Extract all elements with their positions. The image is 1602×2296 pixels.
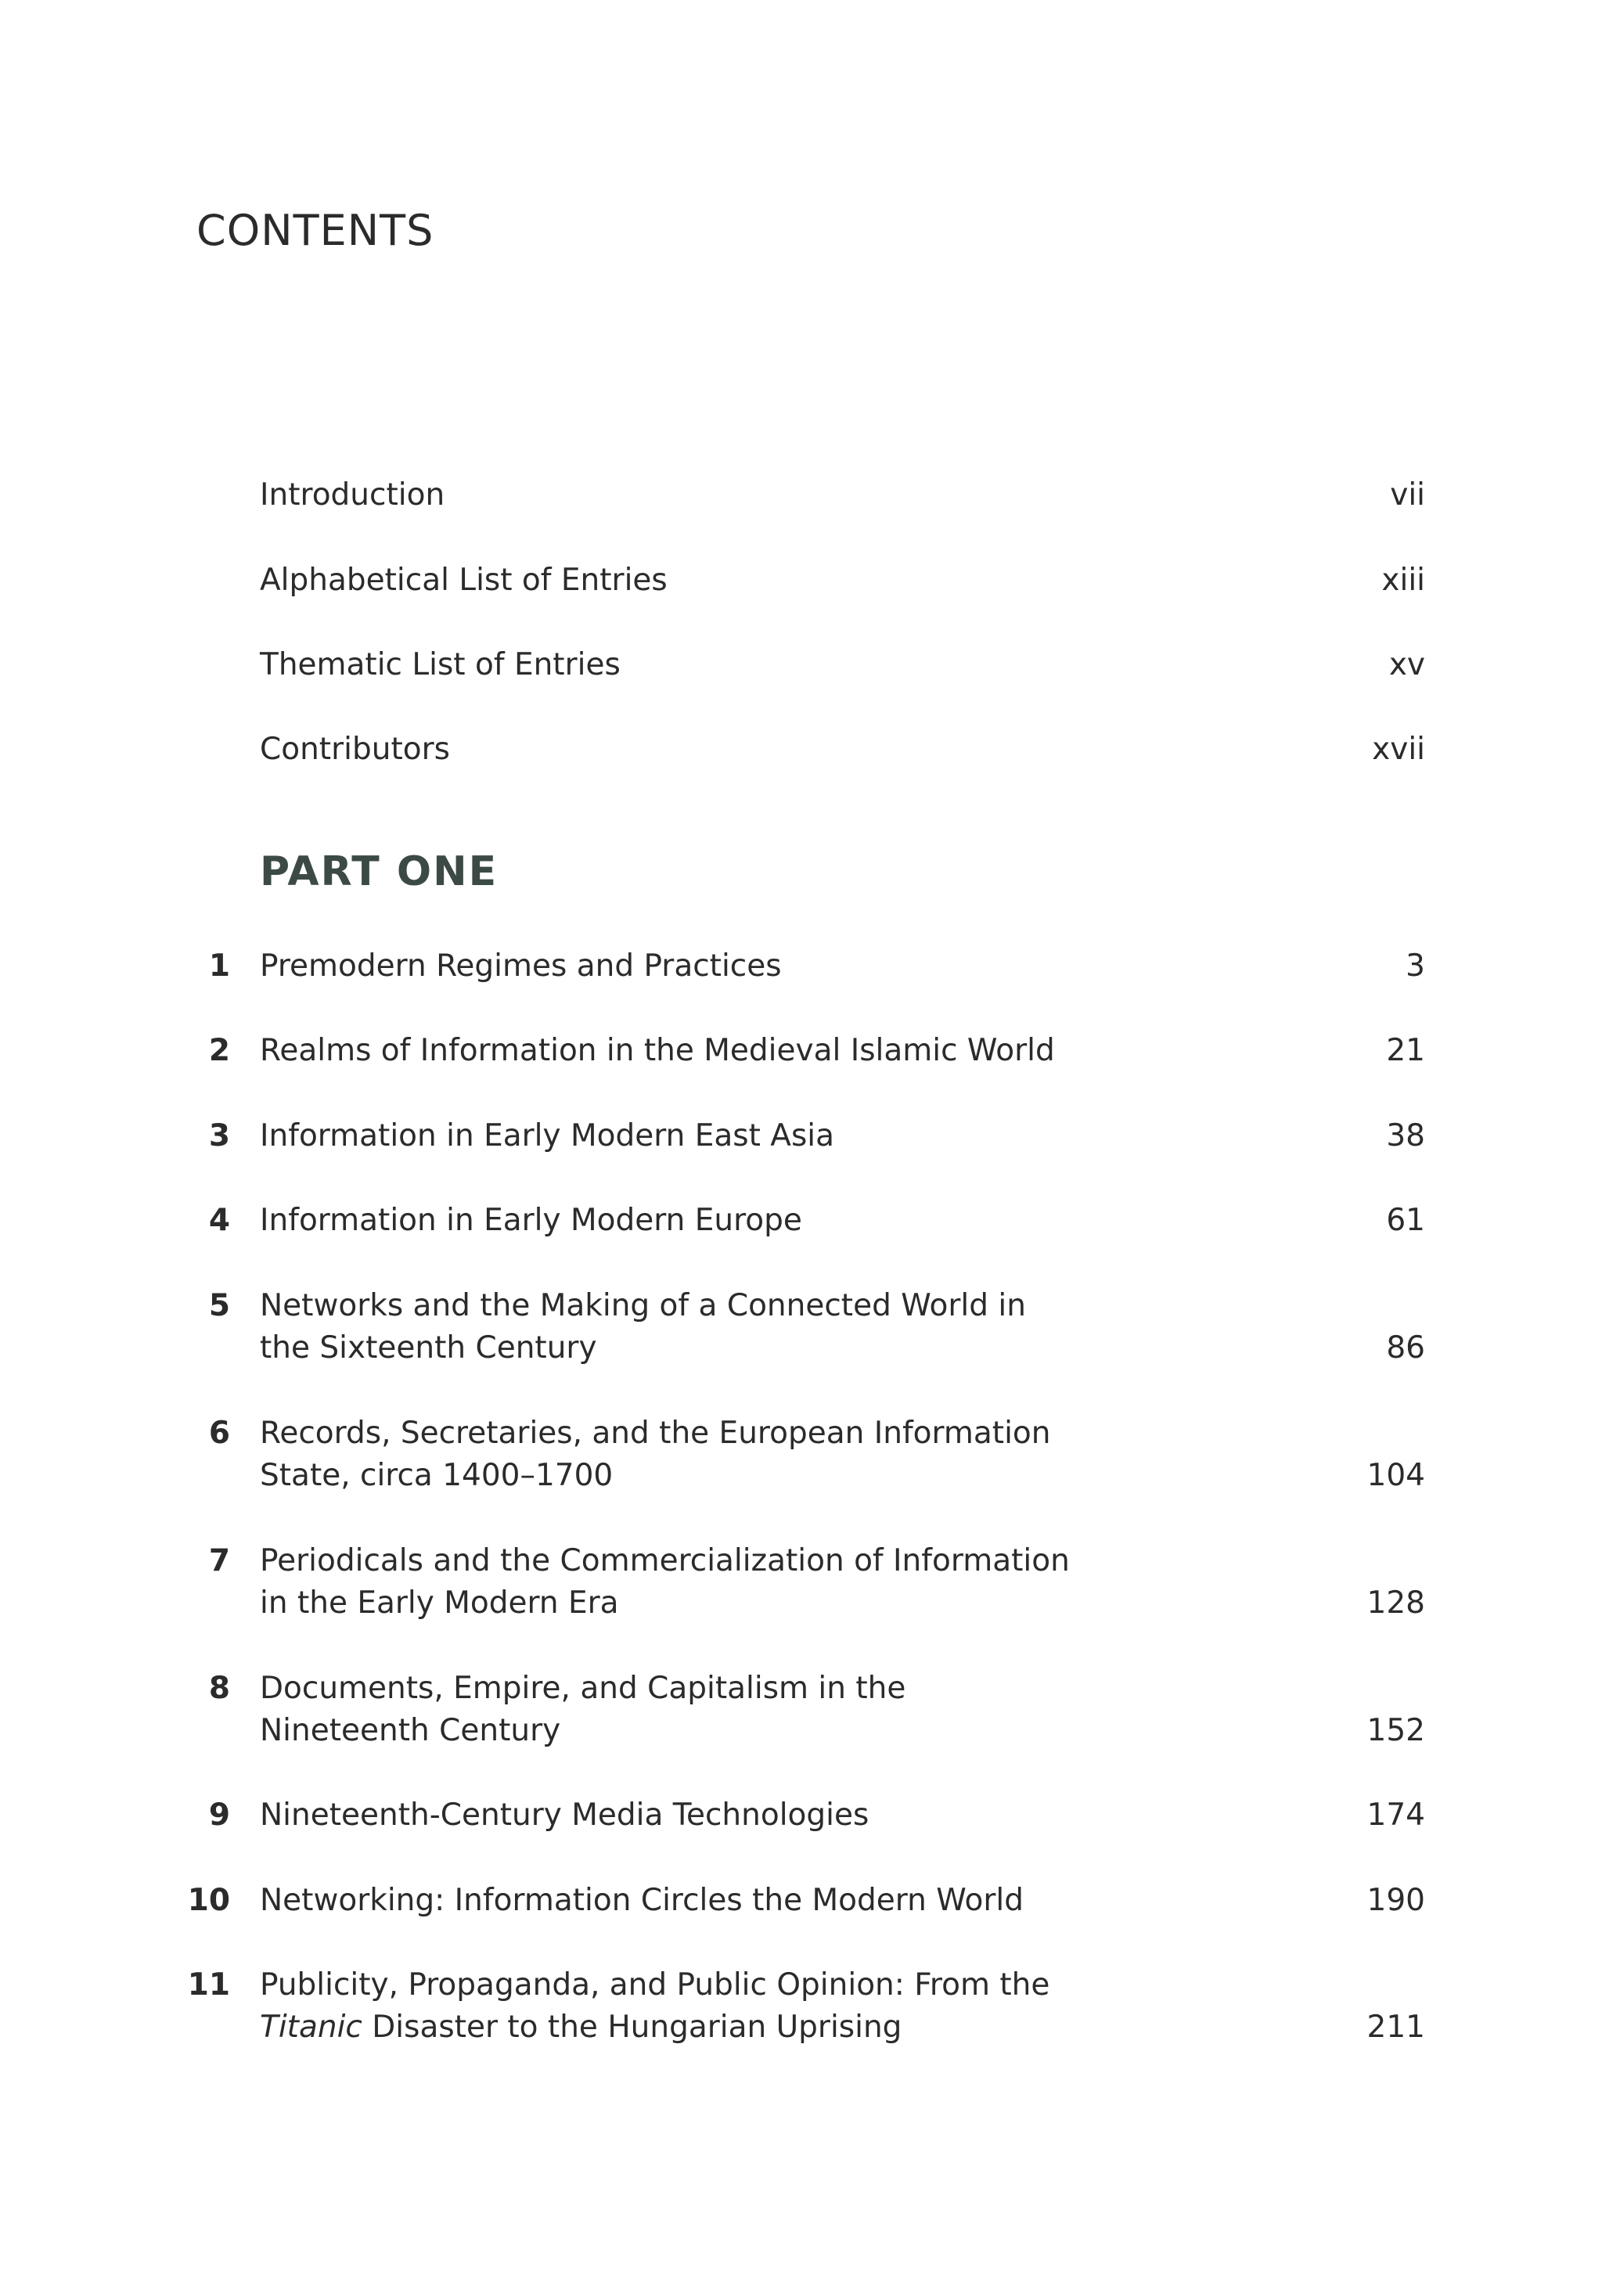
chapter-number: 3: [208, 1118, 230, 1153]
page-number: 190: [1366, 1883, 1425, 1918]
entry-title: Alphabetical List of Entries: [260, 563, 668, 598]
chapter-title: Premodern Regimes and Practices: [260, 948, 782, 984]
chapter-title: Realms of Information in the Medieval Islamic World: [260, 1033, 1055, 1068]
page-number: 128: [1366, 1585, 1425, 1621]
chapter-title: Networks and the Making of a Connected World in the Sixteenth Century: [260, 1288, 1026, 1366]
page-number: xvii: [1372, 732, 1425, 767]
chapter-title: Information in Early Modern Europe: [260, 1203, 802, 1238]
page-number: xiii: [1381, 563, 1425, 598]
page-title: CONTENTS: [196, 206, 434, 255]
chapter-number: 7: [208, 1543, 230, 1578]
chapter-title: Records, Secretaries, and the European Information State, circa 1400–1700: [260, 1416, 1051, 1493]
chapter-title: Documents, Empire, and Capitalism in the Nineteenth Century: [260, 1671, 906, 1748]
page-number: 86: [1386, 1330, 1425, 1366]
page-number: xv: [1388, 647, 1425, 682]
entry-title: Thematic List of Entries: [260, 647, 621, 682]
chapter-number: 9: [208, 1798, 230, 1833]
chapter-number: 1: [208, 948, 230, 984]
chapter-title: Publicity, Propaganda, and Public Opinion: From the Titanic Disaster to the Hungarian Uprising: [260, 1967, 1050, 2045]
page-number: 211: [1366, 2010, 1425, 2045]
chapter-number: 11: [187, 1967, 230, 2003]
chapter-number: 6: [208, 1416, 230, 1451]
chapter-title: Periodicals and the Commercialization of Information in the Early Modern Era: [260, 1543, 1070, 1621]
chapter-title: Information in Early Modern East Asia: [260, 1118, 834, 1153]
page-number: vii: [1390, 477, 1425, 513]
page-number: 61: [1386, 1203, 1425, 1238]
chapter-number: 8: [208, 1671, 230, 1706]
page-number: 21: [1386, 1033, 1425, 1068]
entry-title: Introduction: [260, 477, 445, 513]
part-heading: PART ONE: [260, 848, 499, 895]
page-number: 152: [1366, 1713, 1425, 1748]
page-number: 38: [1386, 1118, 1425, 1153]
page-number: 3: [1406, 948, 1425, 984]
page-number: 174: [1366, 1798, 1425, 1833]
chapter-number: 4: [208, 1203, 230, 1238]
chapter-number: 5: [208, 1288, 230, 1323]
chapter-title: Nineteenth-Century Media Technologies: [260, 1798, 869, 1833]
italic-title-word: Titanic: [260, 2010, 362, 2045]
entry-title: Contributors: [260, 732, 450, 767]
chapter-title: Networking: Information Circles the Modern World: [260, 1883, 1024, 1918]
chapter-number: 10: [187, 1883, 230, 1918]
page-number: 104: [1366, 1458, 1425, 1493]
chapter-number: 2: [208, 1033, 230, 1068]
